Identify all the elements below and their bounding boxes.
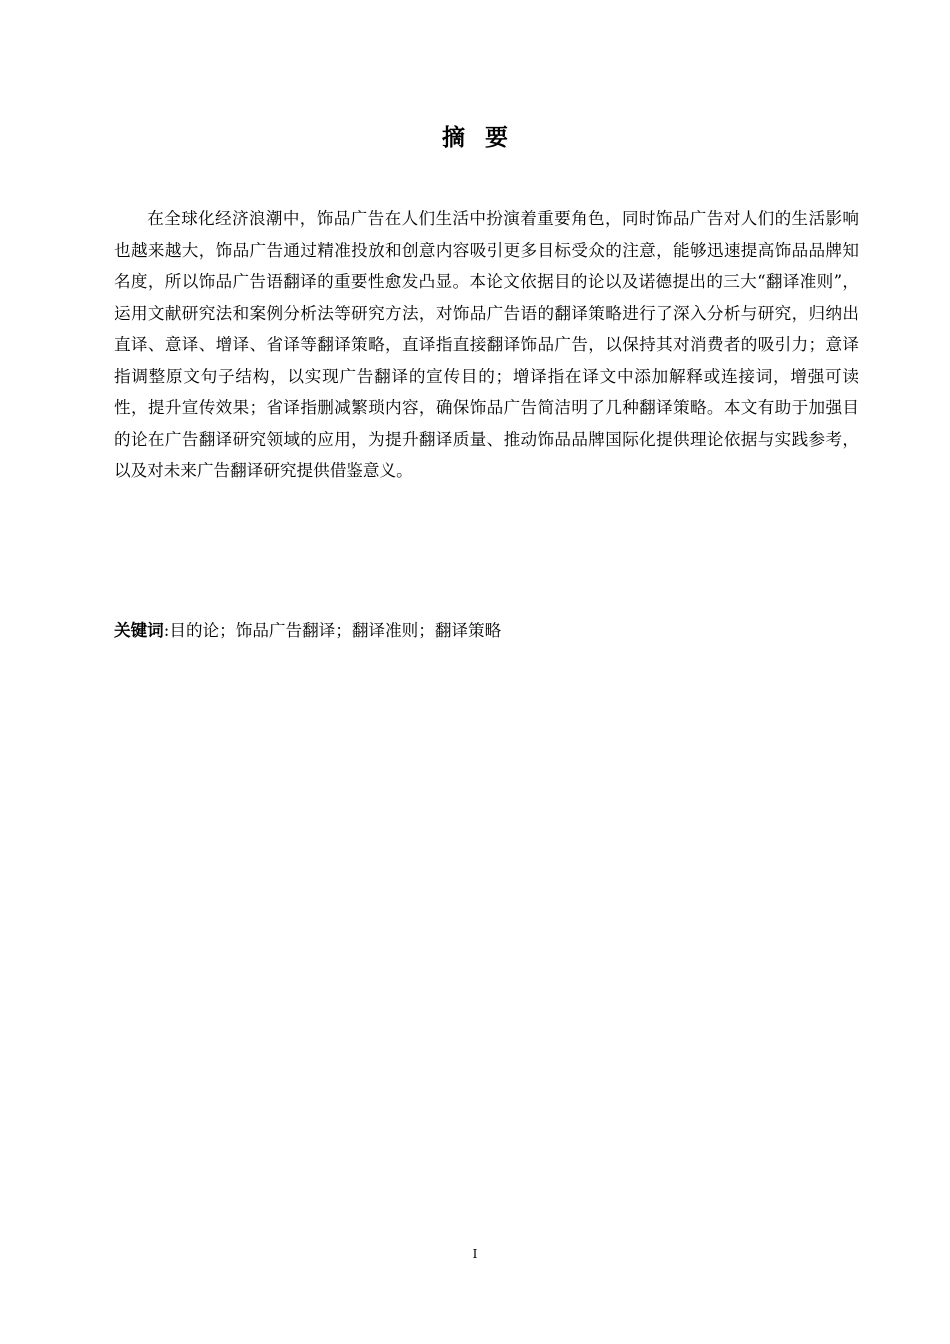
- keywords-label: 关键词: [114, 621, 164, 640]
- keywords-line: [114, 617, 859, 645]
- abstract-title-part1: 摘: [442, 125, 465, 151]
- abstract-paragraph: 在全球化经济浪潮中，饰品广告在人们生活中扮演着重要角色，同时饰品广告对人们的生活影响也越来越大，饰品广告通过精准投放和创意内容吸引更多目标受众的注意，能够迅速提高饰品品牌知名度，所以饰品广告语翻译的重要性愈发凸显。本论文依据目的论以及诺德提出的三大“翻译准则”，运用文献研究法和案例分析法等研究方法，对饰品广告语的翻译策略进行了深入分析与研究，归纳出直译、意译、增译、省译等翻译策略，直译指直接翻译饰品广告，以保持其对消费者的吸引力；意译指调整原文句子结构，以实现广告翻译的宣传目的；增译指在译文中添加解释或连接词，增强可读性，提升宣传效果；省译指删减繁琐内容，确保饰品广告简洁明了几种翻译策略。本文有助于加强目的论在广告翻译研究领域的应用，为提升翻译质量、推动饰品品牌国际化提供理论依据与实践参考，以及对未来广告翻译研究提供借鉴意义。: [114, 209, 859, 480]
- abstract-title: [0, 122, 950, 154]
- abstract-title-part2: 要: [485, 125, 508, 151]
- keywords-separator: :: [163, 621, 170, 640]
- keywords-text: 目的论；饰品广告翻译；翻译准则；翻译策略: [169, 621, 502, 640]
- page-number: I: [472, 1247, 478, 1261]
